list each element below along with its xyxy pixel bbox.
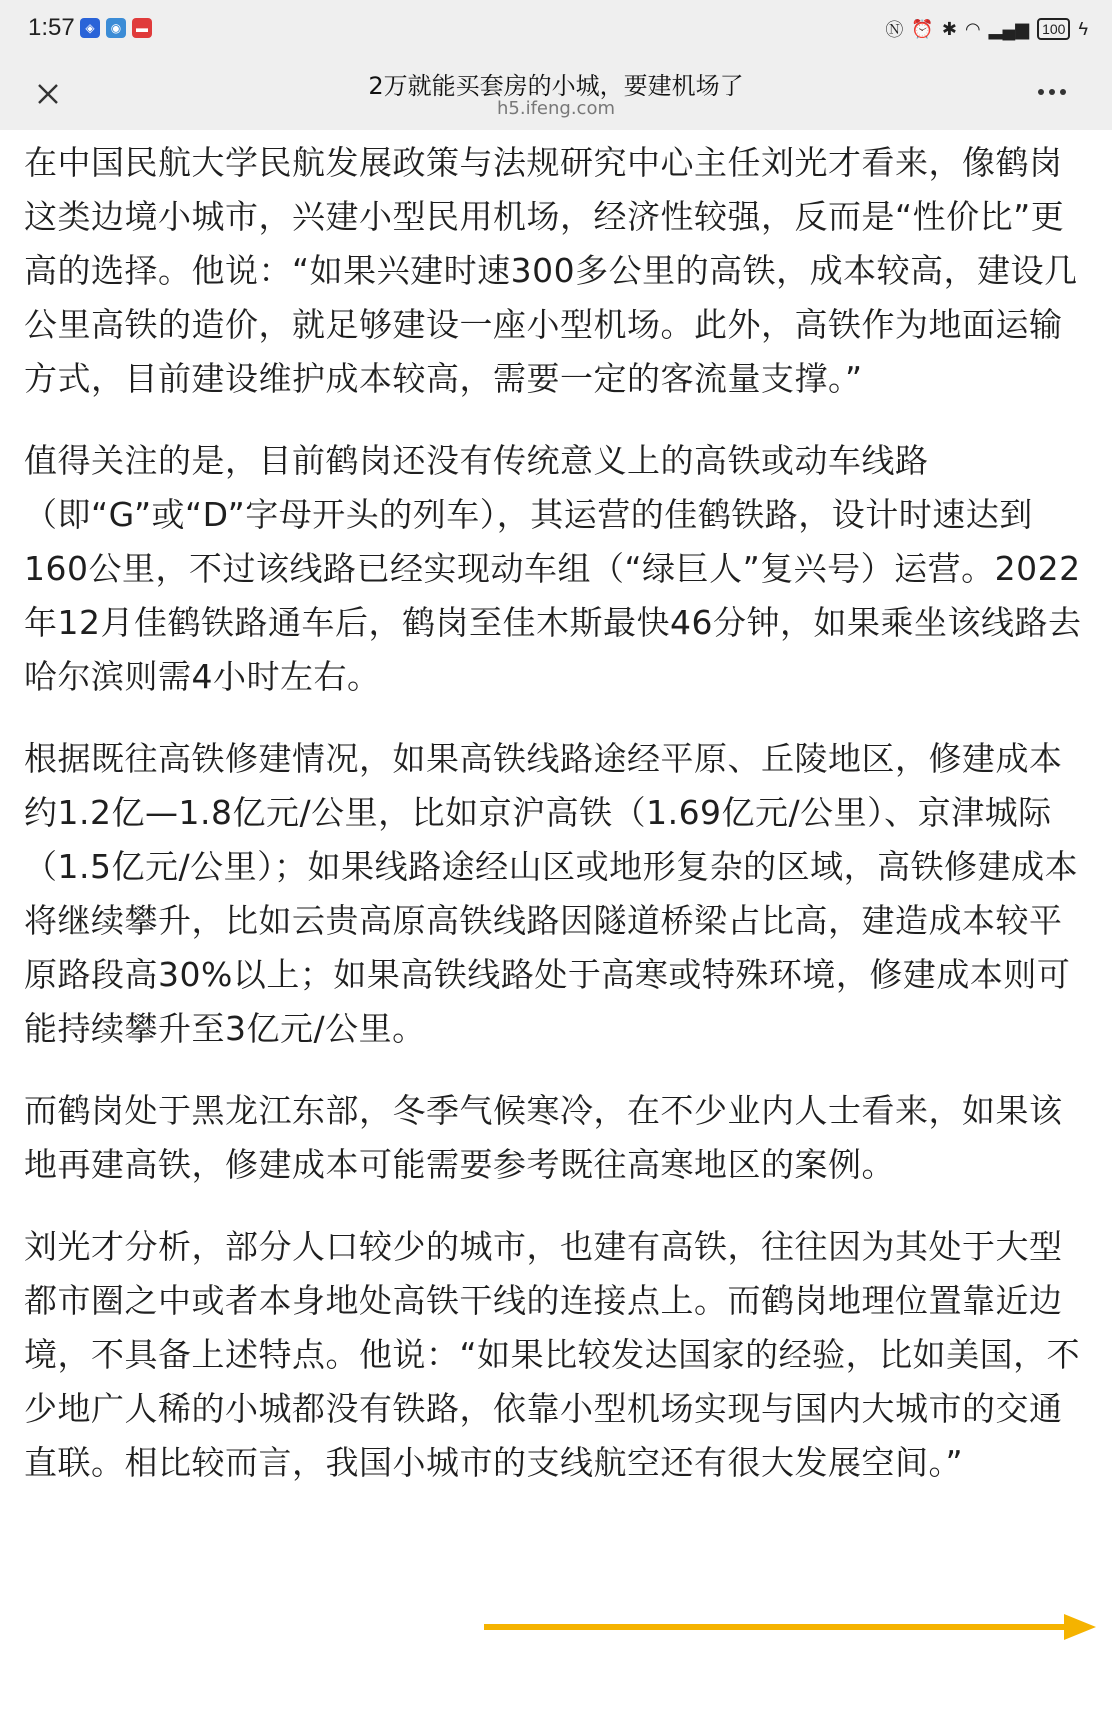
highlighted-text: 我国小城市的支线航空还有很大发展空 (325, 1443, 895, 1482)
notification-icons (80, 18, 152, 38)
app-notification-icon: ▬ (132, 18, 152, 38)
article-paragraph: 在中国民航大学民航发展政策与法规研究中心主任刘光才看来，像鹤岗这类边境小城市，兴建小型民用机场，经济性较强，反而是“性价比”更高的选择。他说：“如果兴建时速300多公里的高铁，成本较高，建设几公里高铁的造价，就足够建设一座小型机场。此外，高铁作为地面运输方式，目前建设维护成本较高，需要一定的客流量支撑。” (24, 143, 1078, 398)
app-notification-icon: ◈ (80, 18, 100, 38)
battery-indicator: 100 (1037, 18, 1070, 40)
system-indicators (885, 16, 1088, 42)
bluetooth-icon: ✱ (941, 18, 957, 39)
more-icon (1037, 88, 1067, 96)
arrow-icon (484, 1610, 1099, 1644)
status-bar (0, 0, 1112, 56)
paragraph-text: 刘光才分析，部分人口较少的城市，也建有高铁，往往因为其处于大型都市圈之中或者本身地处高铁干线的连接点上。而鹤岗地理位置靠近边境，不具备上述特点。他说：“如果比较发达国家的经验，比如美国，不少地广人稀的小城都没有铁路，依靠小型机场实现与国内大城市的交通直联。相比较而言， (24, 1227, 1081, 1482)
status-time: 1:57 (28, 14, 75, 41)
article-paragraph: 值得关注的是，目前鹤岗还没有传统意义上的高铁或动车线路（即“G”或“D”字母开头的列车），其运营的佳鹤铁路，设计时速达到160公里，不过该线路已经实现动车组（“绿巨人”复兴号）运营。2022年12月佳鹤铁路通车后，鹤岗至佳木斯最快46分钟，如果乘坐该线路去哈尔滨则需4小时左右。 (24, 441, 1082, 696)
page-title: 2万就能买套房的小城，要建机场了 (368, 72, 744, 100)
page-url: h5.ifeng.com (497, 98, 615, 119)
annotation-arrow (484, 1610, 1099, 1644)
paragraph-text: 间。” (895, 1443, 964, 1482)
app-notification-icon: ◉ (106, 18, 126, 38)
charging-icon: ϟ (1078, 18, 1088, 39)
article-paragraph (24, 1220, 1090, 1490)
article-body (24, 136, 1090, 1518)
article-paragraph: 而鹤岗处于黑龙江东部，冬季气候寒冷，在不少业内人士看来，如果该地再建高铁，修建成本可能需要参考既往高寒地区的案例。 (24, 1091, 1063, 1184)
article-paragraph: 根据既往高铁修建情况，如果高铁线路途经平原、丘陵地区，修建成本约1.2亿—1.8亿元/公里，比如京沪高铁（1.69亿元/公里）、京津城际（1.5亿元/公里）；如果线路途经山区或地形复杂的区域，高铁修建成本将继续攀升，比如云贵高原高铁线路因隧道桥梁占比高，建造成本较平原路段高30%以上；如果高铁线路处于高寒或特殊环境，修建成本则可能持续攀升至3亿元/公里。 (24, 739, 1079, 1048)
alarm-icon: ⏰ (911, 18, 934, 39)
nfc-icon: Ⓝ (885, 20, 904, 40)
browser-header (0, 56, 1112, 130)
signal-icon: ▂▄▆ (988, 18, 1030, 39)
wifi-icon: ◠ (964, 18, 981, 39)
more-options-button[interactable] (1032, 72, 1072, 112)
